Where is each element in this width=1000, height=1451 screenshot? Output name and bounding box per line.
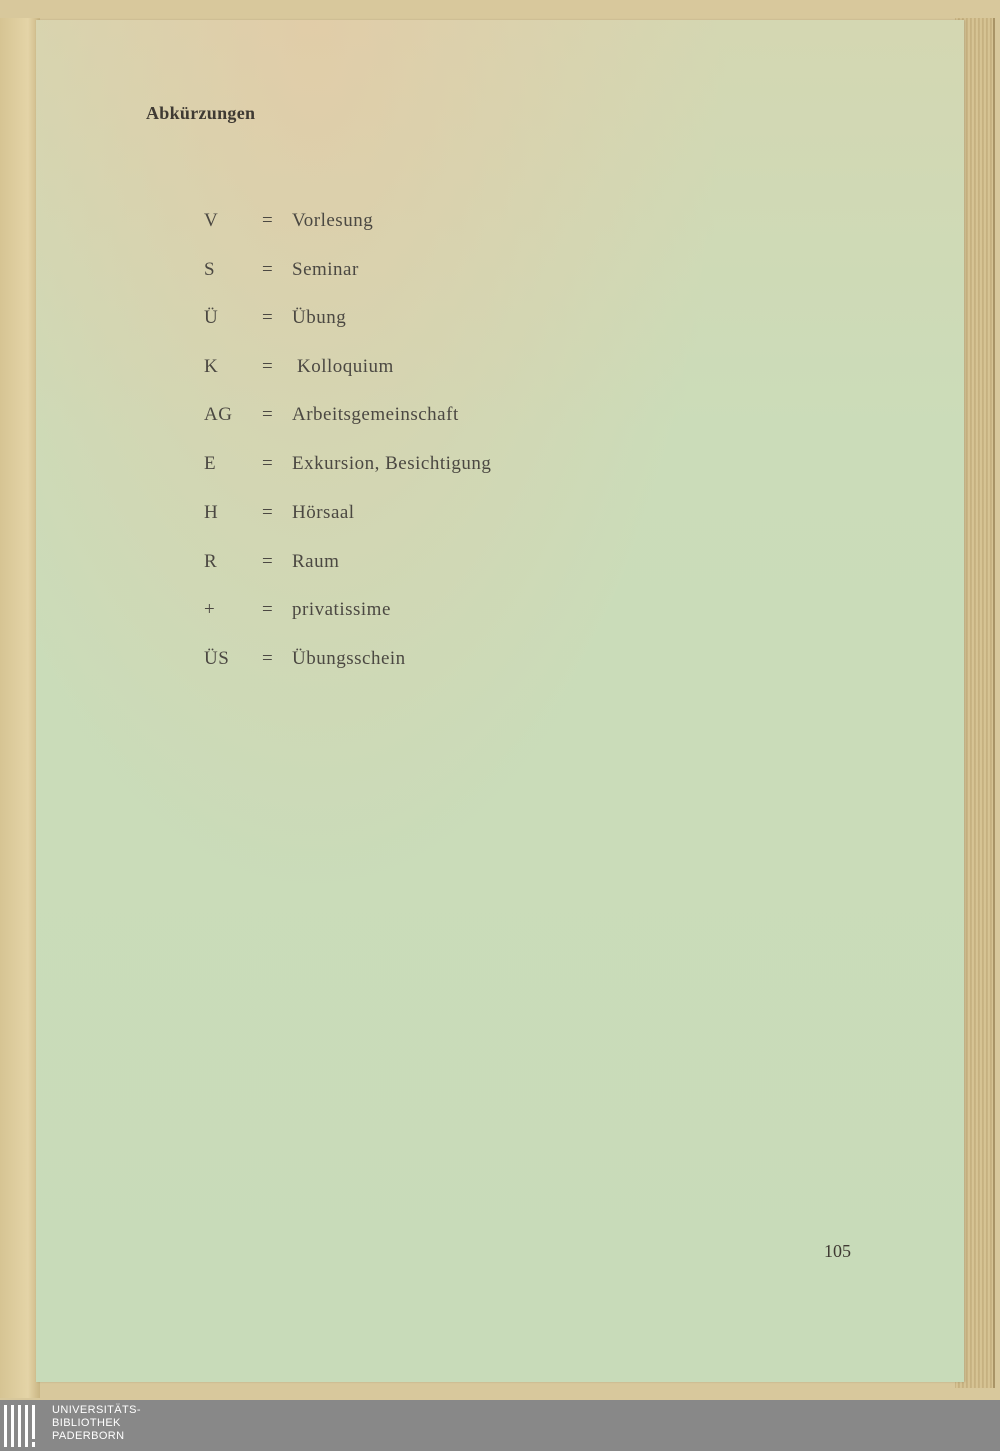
- logo-line: BIBLIOTHEK: [52, 1417, 121, 1429]
- equals-sign: =: [262, 210, 274, 231]
- abbreviation-definition: Übungsschein: [292, 648, 406, 669]
- previous-page-edge: [0, 18, 40, 1398]
- abbreviation-code: +: [204, 599, 216, 620]
- logo-line: PADERBORN: [52, 1430, 125, 1442]
- document-page: [36, 20, 964, 1382]
- abbreviation-code: V: [204, 210, 219, 231]
- equals-sign: =: [262, 599, 274, 620]
- abbreviation-definition: Exkursion, Besichtigung: [292, 453, 492, 474]
- equals-sign: =: [262, 551, 274, 572]
- abbreviation-definition: Seminar: [292, 259, 359, 280]
- abbreviation-definition: Übung: [292, 307, 347, 328]
- equals-sign: =: [262, 648, 274, 669]
- page-title: Abkürzungen: [146, 103, 256, 123]
- equals-sign: =: [262, 259, 274, 280]
- library-logo-icon: [4, 1405, 44, 1447]
- equals-sign: =: [262, 502, 274, 523]
- equals-sign: =: [262, 404, 274, 425]
- abbreviation-code: K: [204, 356, 219, 377]
- abbreviation-code: E: [204, 453, 217, 474]
- library-logo-text: [52, 1404, 141, 1443]
- abbreviation-definition: Arbeitsgemeinschaft: [292, 404, 459, 425]
- abbreviation-definition: privatissime: [292, 599, 391, 620]
- abbreviation-code: AG: [204, 404, 233, 425]
- logo-line: UNIVERSITÄTS-: [52, 1404, 141, 1416]
- equals-sign: =: [262, 356, 274, 377]
- abbreviation-definition: Kolloquium: [297, 356, 394, 377]
- abbreviation-code: S: [204, 259, 216, 280]
- abbreviation-code: H: [204, 502, 219, 523]
- abbreviation-definition: Hörsaal: [292, 502, 355, 523]
- library-footer: [0, 1400, 1000, 1451]
- abbreviation-definition: Vorlesung: [292, 210, 374, 231]
- abbreviation-definition: Raum: [292, 551, 340, 572]
- abbreviation-code: R: [204, 551, 218, 572]
- page-number: 105: [824, 1241, 851, 1261]
- abbreviation-code: Ü: [204, 307, 219, 328]
- equals-sign: =: [262, 307, 274, 328]
- abbreviation-code: ÜS: [204, 648, 230, 669]
- equals-sign: =: [262, 453, 274, 474]
